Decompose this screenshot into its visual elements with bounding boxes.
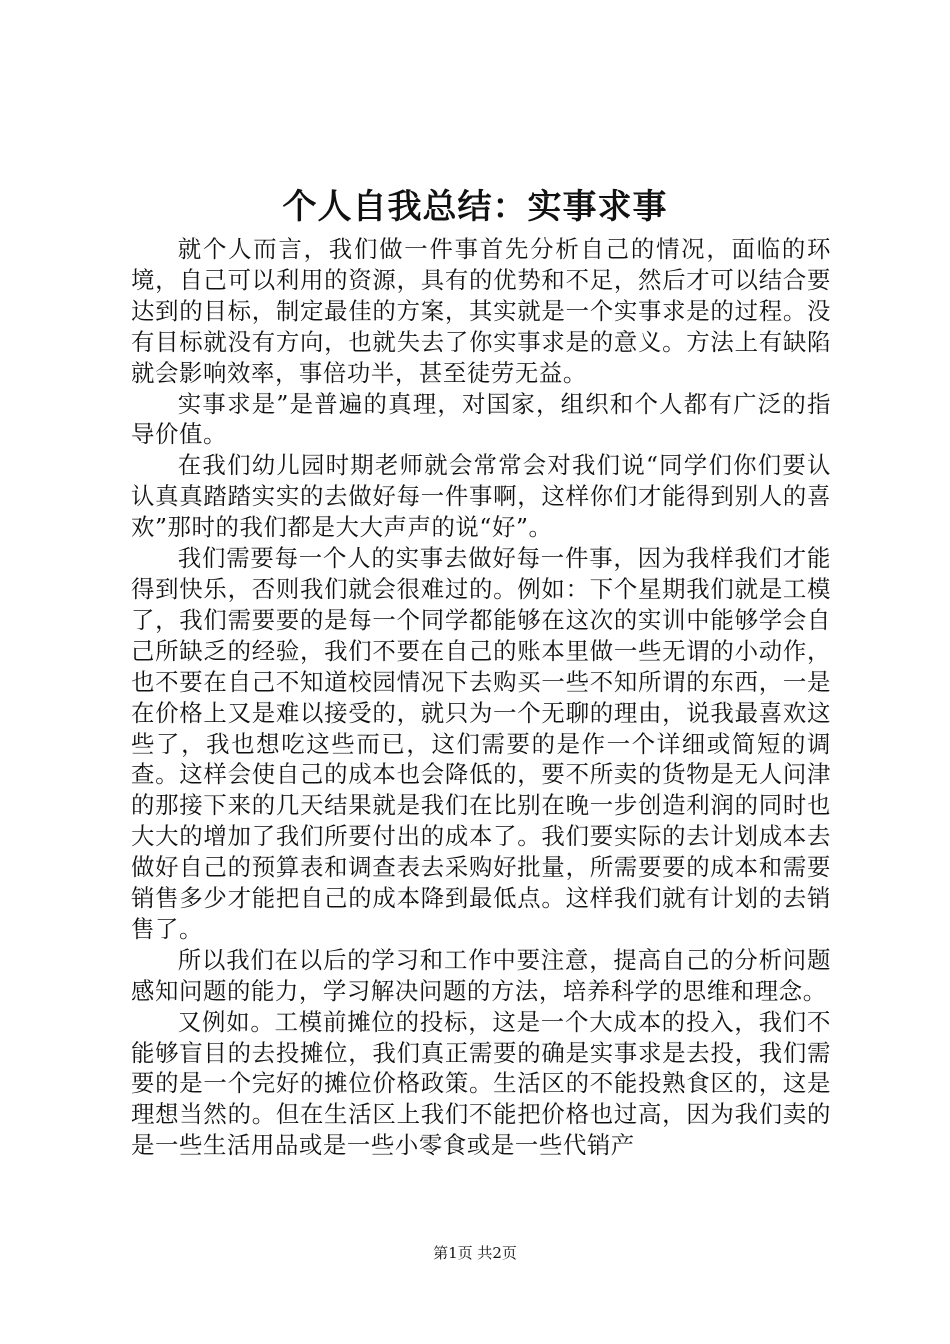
- paragraph: 我们需要每一个人的实事去做好每一件事，因为我样我们才能得到快乐，否则我们就会很难过的。例如：下个星期我们就是工模了，我们需要要的是每一个同学都能够在这次的实训中能够学会自己所缺乏的经验，我们不要在自己的账本里做一些无谓的小动作，也不要在自己不知道校园情况下去购买一些不知所谓的东西，一是在价格上又是难以接受的，就只为一个无聊的理由，说我最喜欢这些了，我也想吃这些而已，这们需要的是作一个详细或简短的调查。这样会使自己的成本也会降低的，要不所卖的货物是无人问津的那接下来的几天结果就是我们在比别在晚一步创造利润的同时也大大的增加了我们所要付出的成本了。我们要实际的去计划成本去做好自己的预算表和调查表去采购好批量，所需要要的成本和需要销售多少才能把自己的成本降到最低点。这样我们就有计划的去销售了。: [131, 544, 831, 943]
- document-body: [131, 234, 831, 1161]
- paragraph: 实事求是”是普遍的真理，对国家，组织和个人都有广泛的指导价值。: [131, 389, 831, 449]
- page-number-footer: 第1页 共2页: [433, 1244, 517, 1262]
- paragraph: 在我们幼儿园时期老师就会常常会对我们说“同学们你们要认认真真踏踏实实的去做好每一件事啊，这样你们才能得到别人的喜欢”那时的我们都是大大声声的说“好”。: [131, 451, 831, 542]
- paragraph: 又例如。工模前摊位的投标，这是一个大成本的投入，我们不能够盲目的去投摊位，我们真正需要的确是实事求是去投，我们需要的是一个完好的摊位价格政策。生活区的不能投熟食区的，这是理想当然的。但在生活区上我们不能把价格也过高，因为我们卖的是一些生活用品或是一些小零食或是一些代销产: [131, 1007, 831, 1160]
- document-title: 个人自我总结：实事求事: [282, 187, 668, 227]
- paragraph: 所以我们在以后的学习和工作中要注意，提高自己的分析问题感知问题的能力，学习解决问题的方法，培养科学的思维和理念。: [131, 945, 831, 1005]
- paragraph: 就个人而言，我们做一件事首先分析自己的情况，面临的环境，自己可以利用的资源，具有的优势和不足，然后才可以结合要达到的目标，制定最佳的方案，其实就是一个实事求是的过程。没有目标就没有方向，也就失去了你实事求是的意义。方法上有缺陷就会影响效率，事倍功半，甚至徒劳无益。: [131, 235, 831, 387]
